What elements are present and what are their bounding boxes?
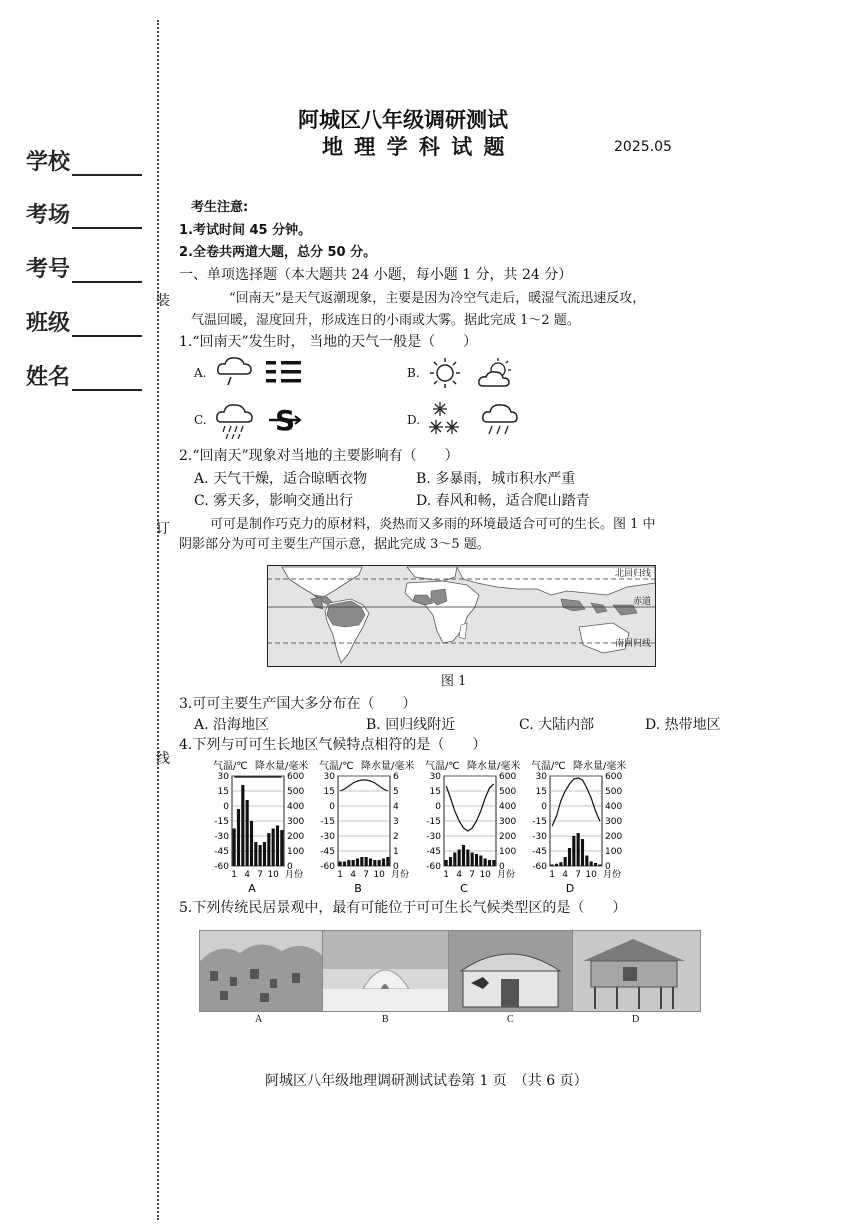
chart-b-y2-tick: 6: [393, 772, 399, 782]
chart-d-precip-bar: [585, 856, 588, 867]
chart-c-y2-tick: 300: [499, 817, 517, 827]
chart-a-y1-tick: -60: [214, 862, 229, 872]
chart-c-x-tick: 10: [479, 870, 491, 880]
class-blank[interactable]: [72, 315, 142, 337]
page-subtitle: 地 理 学 科 试 题: [322, 135, 507, 159]
chart-c-precip-bar: [453, 853, 456, 867]
chart-b-y1-label: 气温/℃: [319, 761, 354, 772]
chart-c-x-tick: 7: [469, 870, 476, 880]
chart-d-precip-bar: [555, 864, 558, 866]
dwelling-label-b[interactable]: B: [382, 1014, 389, 1025]
cocoa-map: [267, 565, 656, 667]
q1-option-d-label[interactable]: D.: [407, 413, 421, 427]
chart-d-precip-bar: [590, 862, 593, 867]
chart-a-precip-bar: [233, 829, 236, 867]
chart-c-y2-label: 降水量/毫米: [467, 761, 521, 772]
passage-2-line-1: 可可是制作巧克力的原材料，炎热而又多雨的环境最适合可可的生长。图 1 中: [210, 517, 656, 532]
chart-d-y1-tick: 0: [541, 802, 547, 812]
chart-d-label: D: [565, 882, 575, 894]
chart-b-x-tick: 4: [350, 870, 357, 880]
sunny-cloudy-icon: [428, 355, 520, 391]
chart-a-y2-tick: 200: [287, 832, 305, 842]
chart-c-x-tick: 4: [456, 870, 463, 880]
chart-c-y2-tick: 0: [499, 862, 505, 872]
chart-d-precip-bar: [577, 833, 580, 866]
chart-b-y1-tick: 0: [329, 802, 335, 812]
chart-c-precip-bar: [466, 850, 469, 867]
chart-d-precip-bar: [598, 865, 601, 867]
notes-line-1: 1.考试时间 45 分钟。: [179, 223, 312, 238]
chart-d-x-tick: 4: [562, 870, 569, 880]
chart-b-y2-tick: 4: [393, 802, 399, 812]
chart-a-y1-tick: -45: [214, 847, 229, 857]
number-field: [26, 252, 142, 283]
climate-charts: [205, 758, 635, 894]
chart-b-y2-tick: 3: [393, 817, 399, 827]
chart-d-x-unit: 月份: [603, 870, 622, 880]
chart-a-y2-tick: 100: [287, 847, 305, 857]
rain-fog-icon: [215, 352, 315, 394]
class-field: [26, 306, 142, 337]
chart-c-precip-bar: [462, 845, 465, 866]
chart-a-precip-bar: [272, 829, 275, 867]
room-blank[interactable]: [72, 207, 142, 229]
chart-b-y1-tick: 30: [323, 772, 335, 782]
chart-b-precip-bar: [347, 860, 350, 866]
q2-stem: 2.“回南天”现象对当地的主要影响有（ ）: [179, 448, 459, 464]
dwelling-cave-image: [199, 930, 323, 1012]
chart-b-temp-line: [340, 780, 388, 791]
chart-b-precip-bar: [369, 859, 372, 867]
page-footer: 阿城区八年级地理调研测试试卷第 1 页 （共 6 页）: [265, 1073, 588, 1089]
q3-stem: 3.可可主要生产国大多分布在（ ）: [179, 696, 417, 712]
south-tropic-label: 南回归线: [615, 639, 652, 649]
svg-text:S: S: [275, 404, 296, 437]
chart-c-y1-label: 气温/℃: [425, 761, 460, 772]
chart-c-precip-bar: [449, 857, 452, 866]
chart-b-y1-tick: -45: [320, 847, 335, 857]
chart-c-y2-tick: 400: [499, 802, 517, 812]
dwelling-igloo-image: [322, 930, 449, 1012]
chart-a-precip-bar: [246, 800, 249, 866]
q2-option-c[interactable]: C. 雾天多，影响交通出行: [194, 493, 354, 509]
chart-b-precip-bar: [378, 860, 381, 866]
chart-b-y2-label: 降水量/毫米: [361, 761, 415, 772]
binding-char-ding: 订: [156, 521, 170, 537]
chart-b-precip-bar: [365, 857, 368, 866]
chart-c-precip-bar: [492, 860, 495, 866]
chart-c-precip-bar: [488, 860, 491, 866]
chart-b-precip-bar: [343, 862, 346, 867]
chart-c-y2-tick: 200: [499, 832, 517, 842]
chart-b-precip-bar: [386, 857, 389, 866]
chart-b-y1-tick: -30: [320, 832, 335, 842]
chart-a-y2-tick: 0: [287, 862, 293, 872]
chart-b-y2-tick: 1: [393, 847, 399, 857]
chart-c-precip-bar: [484, 859, 487, 867]
chart-a-y1-tick: 30: [217, 772, 229, 782]
q5-stem: 5.下列传统民居景观中，最有可能位于可可生长气候类型区的是（ ）: [179, 900, 627, 916]
chart-b-x-unit: 月份: [391, 870, 410, 880]
chart-c-y2-tick: 500: [499, 787, 517, 797]
chart-b-precip-bar: [382, 859, 385, 867]
q4-stem: 4.下列与可可生长地区气候特点相符的是（ ）: [179, 737, 487, 753]
exam-date: 2025.05: [614, 139, 672, 155]
chart-a-x-tick: 7: [257, 870, 264, 880]
passage-1-line-2: 气温回暖，湿度回升，形成连日的小雨或大雾。据此完成 1～2 题。: [191, 313, 580, 328]
name-field: [26, 360, 142, 391]
chart-a-y2-label: 降水量/毫米: [255, 761, 309, 772]
chart-a-y2-tick: 500: [287, 787, 305, 797]
chart-a-precip-bar: [267, 833, 270, 866]
room-field: [26, 198, 142, 229]
q1-option-c-label[interactable]: C.: [194, 413, 207, 427]
chart-a-y1-label: 气温/℃: [213, 761, 248, 772]
passage-1-line-1: “回南天”是天气返潮现象，主要是因为冷空气走后，暖湿气流迅速反攻，: [229, 291, 646, 306]
chart-d-y2-tick: 600: [605, 772, 623, 782]
chart-a-y2-tick: 400: [287, 802, 305, 812]
q1-option-b-label[interactable]: B.: [407, 366, 420, 380]
room-label: 考场: [26, 203, 71, 228]
page-title: 阿城区八年级调研测试: [298, 108, 508, 132]
chart-b-y2-tick: 2: [393, 832, 399, 842]
q1-option-a-label[interactable]: A.: [194, 366, 207, 380]
name-blank[interactable]: [72, 369, 142, 391]
chart-b-y2-tick: 5: [393, 787, 399, 797]
chart-a-precip-bar: [237, 809, 240, 866]
chart-b-precip-bar: [352, 860, 355, 866]
chart-c-y1-tick: 30: [429, 772, 441, 782]
chart-a-precip-bar: [241, 785, 244, 866]
chart-d-x-tick: 10: [585, 870, 597, 880]
chart-c-y1-tick: -45: [426, 847, 441, 857]
chart-d-y1-tick: -60: [532, 862, 547, 872]
chart-b-x-tick: 1: [337, 870, 344, 880]
chart-c-y2-tick: 600: [499, 772, 517, 782]
chart-c-x-tick: 1: [443, 870, 450, 880]
chart-a-y1-tick: -30: [214, 832, 229, 842]
chart-c-y1-tick: 0: [435, 802, 441, 812]
q2-option-a[interactable]: A. 天气干燥，适合晾晒衣物: [194, 471, 368, 487]
school-field: [26, 145, 142, 176]
chart-a-precip-bar: [250, 821, 253, 866]
dwelling-stilt-house-image: [572, 930, 701, 1012]
chart-a-y2-tick: 600: [287, 772, 305, 782]
chart-d-precip-bar: [564, 857, 567, 866]
chart-d-x-tick: 1: [549, 870, 556, 880]
dwelling-label-d[interactable]: D: [632, 1014, 640, 1025]
school-blank[interactable]: [72, 154, 142, 176]
chart-b-precip-bar: [360, 857, 363, 866]
chart-b-y1-tick: 15: [323, 787, 335, 797]
shower-sandstorm-icon: [215, 398, 305, 442]
chart-d-y2-tick: 100: [605, 847, 623, 857]
chart-c-y1-tick: 15: [429, 787, 441, 797]
chart-d-precip-bar: [551, 865, 554, 867]
chart-c-y2-tick: 100: [499, 847, 517, 857]
chart-c-y1-tick: -30: [426, 832, 441, 842]
chart-c-y1-tick: -60: [426, 862, 441, 872]
chart-c-precip-bar: [475, 854, 478, 866]
chart-b-precip-bar: [339, 862, 342, 867]
number-blank[interactable]: [72, 261, 142, 283]
binding-line: [157, 20, 159, 1220]
chart-a-y1-tick: 0: [223, 802, 229, 812]
north-tropic-label: 北回归线: [615, 569, 652, 579]
chart-d-y2-tick: 500: [605, 787, 623, 797]
notes-heading: 考生注意:: [191, 200, 249, 215]
name-label: 姓名: [26, 365, 71, 390]
chart-b-x-tick: 7: [363, 870, 370, 880]
chart-d-precip-bar: [594, 863, 597, 866]
school-label: 学校: [26, 150, 71, 175]
chart-b-y1-tick: -15: [320, 817, 335, 827]
chart-d-y2-tick: 0: [605, 862, 611, 872]
chart-c-precip-bar: [445, 860, 448, 866]
chart-d-y2-tick: 400: [605, 802, 623, 812]
chart-b-precip-bar: [356, 859, 359, 867]
chart-a-x-unit: 月份: [285, 870, 304, 880]
chart-c-precip-bar: [471, 853, 474, 867]
q3-option-c[interactable]: C. 大陆内部: [519, 717, 595, 733]
chart-a-x-tick: 10: [267, 870, 279, 880]
chart-d-y1-tick: -30: [532, 832, 547, 842]
chart-a-precip-bar: [263, 842, 266, 866]
chart-b-x-tick: 10: [373, 870, 385, 880]
chart-a-precip-bar: [280, 830, 283, 866]
chart-d-temp-line: [552, 778, 600, 826]
q3-option-a[interactable]: A. 沿海地区: [194, 717, 270, 733]
class-label: 班级: [26, 311, 71, 336]
chart-c-precip-bar: [458, 850, 461, 867]
chart-a-x-tick: 1: [231, 870, 238, 880]
chart-d-x-tick: 7: [575, 870, 582, 880]
binding-char-xian: 线: [156, 751, 170, 767]
chart-d-precip-bar: [572, 836, 575, 866]
q3-option-b[interactable]: B. 回归线附近: [366, 717, 456, 733]
chart-c-label: C: [460, 882, 468, 894]
chart-d-y2-tick: 200: [605, 832, 623, 842]
chart-d-precip-bar: [559, 862, 562, 866]
dwelling-yurt-image: [448, 930, 573, 1012]
chart-d-y1-tick: 15: [535, 787, 547, 797]
equator-label: 赤道: [633, 597, 652, 607]
snow-rain-icon: [428, 398, 520, 442]
chart-c-y1-tick: -15: [426, 817, 441, 827]
section-heading: 一、单项选择题（本大题共 24 小题，每小题 1 分，共 24 分）: [179, 267, 573, 283]
chart-a-precip-bar: [276, 826, 279, 867]
number-label: 考号: [26, 257, 71, 282]
chart-b-y1-tick: -60: [320, 862, 335, 872]
chart-c-x-unit: 月份: [497, 870, 516, 880]
chart-a-y1-tick: -15: [214, 817, 229, 827]
map-caption: 图 1: [441, 674, 467, 689]
chart-d-y2-tick: 300: [605, 817, 623, 827]
notes-line-2: 2.全卷共两道大题，总分 50 分。: [179, 245, 377, 260]
chart-d-y1-label: 气温/℃: [531, 761, 566, 772]
chart-a-y1-tick: 15: [217, 787, 229, 797]
chart-c-precip-bar: [479, 856, 482, 867]
passage-2-line-2: 阴影部分为可可主要生产国示意，据此完成 3～5 题。: [179, 537, 490, 552]
chart-a-precip-bar: [259, 845, 262, 866]
q2-option-b[interactable]: B. 多暴雨，城市积水严重: [416, 471, 576, 487]
q3-option-d[interactable]: D. 热带地区: [645, 717, 721, 733]
dwelling-label-c[interactable]: C: [507, 1014, 514, 1025]
chart-d-y2-label: 降水量/毫米: [573, 761, 627, 772]
chart-d-precip-bar: [568, 848, 571, 866]
dwelling-label-a[interactable]: A: [255, 1014, 263, 1025]
chart-d-precip-bar: [581, 839, 584, 866]
chart-b-label: B: [354, 882, 362, 894]
chart-d-y1-tick: 30: [535, 772, 547, 782]
chart-d-y1-tick: -45: [532, 847, 547, 857]
chart-a-label: A: [248, 882, 256, 894]
q1-stem: 1.“回南天”发生时， 当地的天气一般是（ ）: [179, 334, 478, 350]
chart-a-precip-bar: [254, 842, 257, 866]
chart-b-precip-bar: [373, 860, 376, 866]
chart-b-y2-tick: 0: [393, 862, 399, 872]
q2-option-d[interactable]: D. 春风和畅，适合爬山踏青: [416, 493, 590, 509]
binding-char-zhuang: 装: [156, 293, 170, 309]
chart-a-x-tick: 4: [244, 870, 251, 880]
chart-d-y1-tick: -15: [532, 817, 547, 827]
chart-a-y2-tick: 300: [287, 817, 305, 827]
